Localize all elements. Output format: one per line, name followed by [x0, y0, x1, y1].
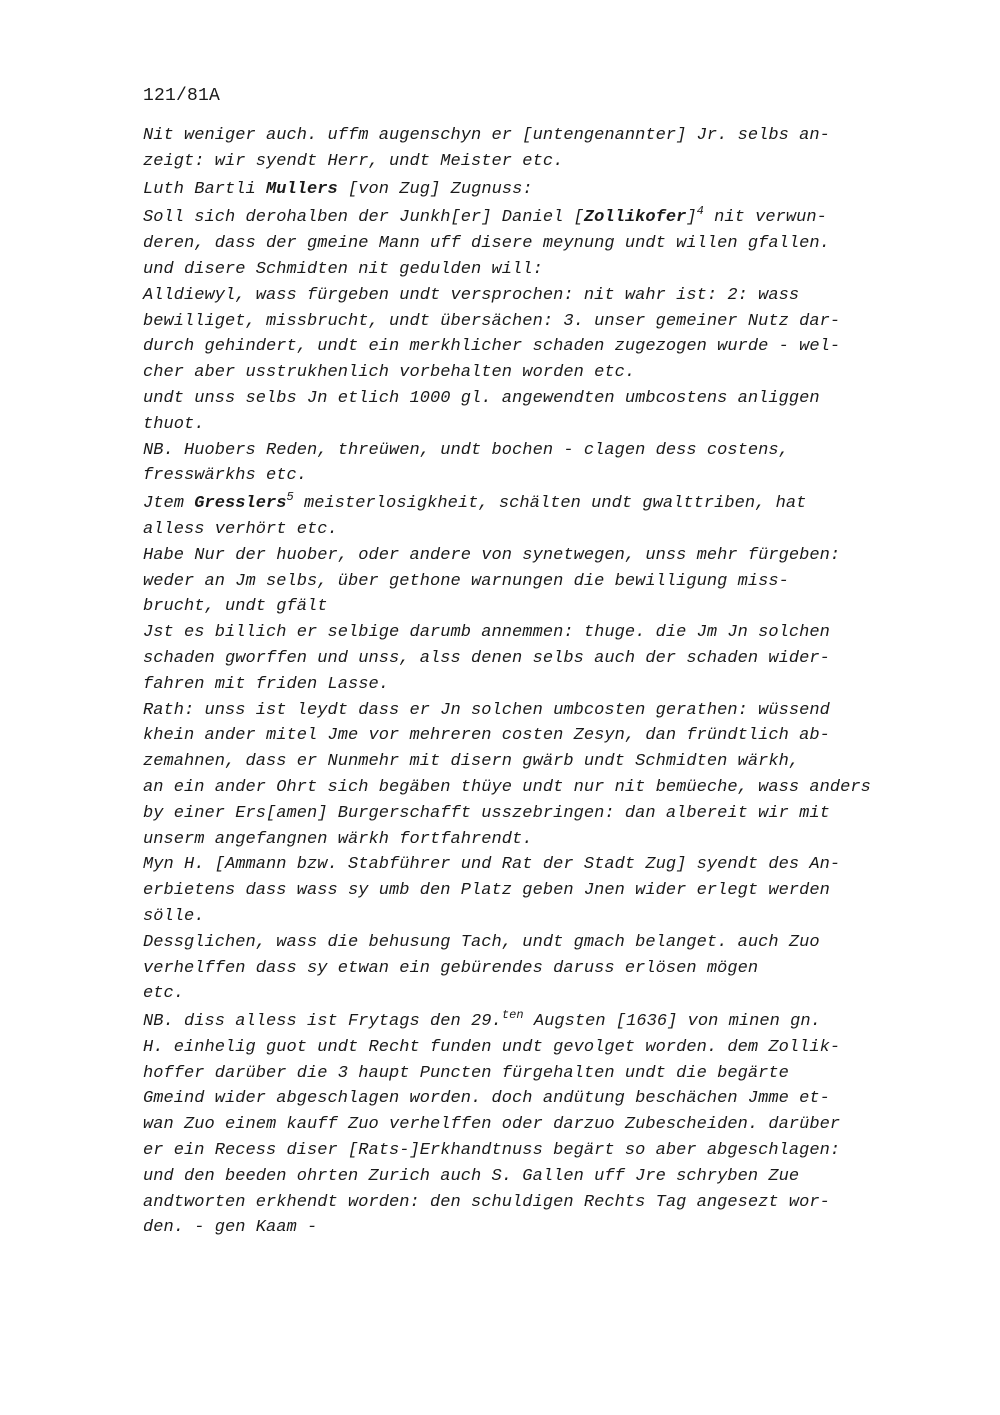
text-line	[143, 1190, 913, 1216]
text-line	[143, 257, 913, 283]
text-segment: deren, dass der gmeine Mann uff disere meynung undt willen gfallen.	[143, 234, 830, 254]
text-segment: weder an Jm selbs, über gethone warnungen die bewilligung miss-	[143, 571, 789, 591]
text-segment: by einer Ers[amen] Burgerschafft usszebringen: dan albereit wir mit	[143, 803, 830, 823]
text-line	[143, 827, 913, 853]
text-line	[143, 878, 913, 904]
text-line	[143, 981, 913, 1007]
text-segment: sölle.	[143, 906, 205, 926]
text-segment: etc.	[143, 984, 185, 1004]
text-line	[143, 412, 913, 438]
text-segment: Gmeind wider abgeschlagen worden. doch andütung beschächen Jmme et-	[143, 1089, 830, 1109]
text-segment: alless verhört etc.	[143, 519, 338, 539]
text-segment: Myn H. [Ammann bzw. Stabführer und Rat der Stadt Zug] syendt des An-	[143, 855, 841, 875]
text-segment: bewilliget, missbrucht, undt übersächen: 3. unser gemeiner Nutz dar-	[143, 311, 841, 331]
text-segment: erbietens dass wass sy umb den Platz geben Jnen wider erlegt werden	[143, 881, 830, 901]
text-segment: meisterlosigkheit, schälten undt gwalttriben, hat	[293, 494, 807, 514]
text-line	[143, 309, 913, 335]
name-emphasis: Mullers	[266, 179, 338, 199]
text-line	[143, 1112, 913, 1138]
text-line	[143, 852, 913, 878]
text-segment: an ein ander Ohrt sich begäben thüye undt nur nit bemüeche, wass anders	[143, 777, 871, 797]
text-segment: [von Zug] Zugnuss:	[337, 179, 533, 199]
text-line	[143, 231, 913, 257]
text-line	[143, 1086, 913, 1112]
text-segment: Dessglichen, wass die behusung Tach, undt gmach belanget. auch Zuo	[143, 932, 820, 952]
text-line	[143, 749, 913, 775]
footnote-marker: 4	[696, 204, 704, 219]
text-segment: wan Zuo einem kauff Zuo verhelffen oder darzuo Zubescheiden. darüber	[143, 1115, 841, 1135]
text-line	[143, 956, 913, 982]
text-line	[143, 334, 913, 360]
text-line	[143, 177, 913, 203]
footnote-marker: 5	[286, 490, 294, 505]
text-segment: brucht, undt gfält	[143, 597, 328, 617]
text-line	[143, 646, 913, 672]
text-segment: fahren mit friden Lasse.	[143, 674, 390, 694]
text-line	[143, 1009, 913, 1035]
text-line	[143, 1138, 913, 1164]
name-emphasis: Gresslers	[194, 494, 287, 514]
text-line	[143, 438, 913, 464]
text-line	[143, 1215, 913, 1241]
text-segment: khein ander mitel Jme vor mehreren costen Zesyn, dan fründtlich ab-	[143, 726, 830, 746]
text-line	[143, 360, 913, 386]
text-line	[143, 1164, 913, 1190]
name-emphasis: Zollikofer	[583, 208, 687, 228]
text-segment: NB. Huobers Reden, threüwen, undt bochen - clagen dess costens,	[143, 440, 789, 460]
text-line	[143, 123, 913, 149]
text-line	[143, 672, 913, 698]
text-segment: zeigt: wir syendt Herr, undt Meister etc.	[143, 151, 564, 171]
text-segment: Jst es billich er selbige darumb annemmen: thuge. die Jm Jn solchen	[143, 623, 830, 643]
text-line	[143, 386, 913, 412]
text-segment: er ein Recess diser [Rats-]Erkhandtnuss begärt so aber abgeschlagen:	[143, 1141, 841, 1161]
text-segment: und disere Schmidten nit gedulden will:	[143, 259, 543, 279]
text-segment: andtworten erkhendt worden: den schuldigen Rechts Tag angesezt wor-	[143, 1192, 830, 1212]
text-line	[143, 205, 913, 231]
text-segment: verhelffen dass sy etwan ein gebürendes daruss erlösen mögen	[143, 958, 759, 978]
text-segment: den. - gen Kaam -	[143, 1218, 318, 1238]
text-line	[143, 491, 913, 517]
text-line	[143, 723, 913, 749]
text-line	[143, 283, 913, 309]
text-segment: Luth Bartli	[143, 179, 267, 199]
text-line	[143, 543, 913, 569]
text-line	[143, 1035, 913, 1061]
transcription-page	[143, 84, 913, 1241]
text-segment: Alldiewyl, wass fürgeben undt versprochen: nit wahr ist: 2: wass	[143, 285, 800, 305]
text-segment: fresswärkhs etc.	[143, 466, 308, 486]
text-segment: Soll sich derohalben der Junkh[er] Daniel [	[143, 208, 584, 228]
text-segment: H. einhelig guot undt Recht funden undt gevolget worden. dem Zollik-	[143, 1037, 841, 1057]
text-segment: Jtem	[143, 494, 195, 514]
text-segment: thuot.	[143, 414, 205, 434]
text-line	[143, 775, 913, 801]
text-segment: Habe Nur der huober, oder andere von synetwegen, unss mehr fürgeben:	[143, 545, 841, 565]
text-segment: Rath: unss ist leydt dass er Jn solchen umbcosten gerathen: wüssend	[143, 700, 830, 720]
text-segment: nit verwun-	[703, 208, 827, 228]
text-segment: cher aber usstrukhenlich vorbehalten worden etc.	[143, 363, 636, 383]
footnote-marker: ten	[501, 1008, 524, 1023]
text-line	[143, 463, 913, 489]
text-segment: unserm angefangnen wärkh fortfahrendt.	[143, 829, 533, 849]
text-segment: Nit weniger auch. uffm augenschyn er [untengenannter] Jr. selbs an-	[143, 126, 830, 145]
text-segment: ]	[686, 208, 697, 228]
text-segment: durch gehindert, undt ein merkhlicher schaden zugezogen wurde - wel-	[143, 337, 841, 357]
text-line	[143, 801, 913, 827]
text-segment: zemahnen, dass er Nunmehr mit disern gwärb undt Schmidten wärkh,	[143, 752, 800, 772]
text-segment: und den beeden ohrten Zurich auch S. Gallen uff Jre schryben Zue	[143, 1166, 800, 1186]
text-segment: Augsten [1636] von minen gn.	[523, 1012, 821, 1032]
text-line	[143, 1061, 913, 1087]
text-segment: hoffer darüber die 3 haupt Puncten fürgehalten undt die begärte	[143, 1063, 789, 1083]
text-line	[143, 569, 913, 595]
text-line	[143, 930, 913, 956]
text-line	[143, 620, 913, 646]
text-line	[143, 517, 913, 543]
text-line	[143, 698, 913, 724]
folio-number: 121/81A	[143, 86, 221, 106]
text-segment: undt unss selbs Jn etlich 1000 gl. angewendten umbcostens anliggen	[143, 388, 820, 408]
text-line	[143, 594, 913, 620]
text-line	[143, 904, 913, 930]
text-segment: NB. diss alless ist Frytags den 29.	[143, 1012, 502, 1032]
transcription-body	[143, 123, 913, 1241]
text-line	[143, 149, 913, 175]
text-segment: schaden gworffen und unss, alss denen selbs auch der schaden wider-	[143, 648, 830, 668]
